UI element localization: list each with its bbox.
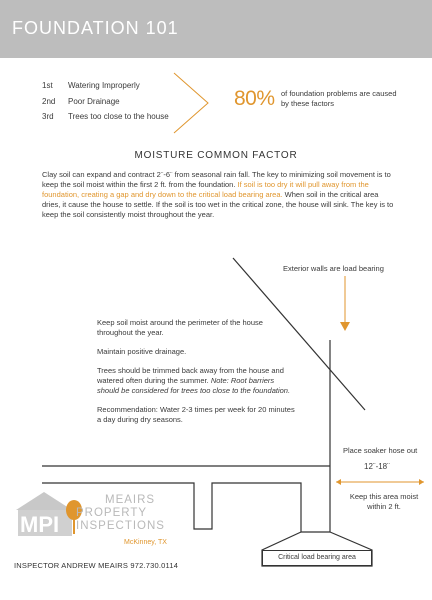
para-highlight: If soil is too dry it will pull away from the foundation, creating a gap and dry down to the critical load bearing area. <box>42 180 369 199</box>
logo-line: MEAIRS <box>105 494 156 506</box>
keep-moist-label: Keep this area moist within 2 ft. <box>349 492 419 511</box>
factor-rank: 3rd <box>42 112 54 121</box>
stat-percent: 80% <box>234 87 275 110</box>
logo-icon <box>14 488 84 538</box>
logo-line: PROPERTY <box>76 507 148 519</box>
factor-rank: 2nd <box>42 96 56 106</box>
inspector-contact: INSPECTOR ANDREW MEAIRS 972.730.0114 <box>14 561 179 570</box>
depth-label: 12¨-18¨ <box>364 462 390 471</box>
tip-item: Recommendation: Water 2-3 times per week for 20 minutes a day during dry seasons. <box>97 405 295 424</box>
para-start: Clay soil can expand and contract 2¨-6¨ from seasonal rain fall. The key to minimizing soil movement is to keep the soil moist within the first 2 ft. from the foundation. <box>42 170 391 189</box>
arrow-left-icon <box>336 479 341 485</box>
para-end: When soil in the critical area dries, it cause the house to settle. If the soil is too wet in the critical zone, the house will sink. The key is to keep the soil consistently moist throughout the year. <box>42 190 394 219</box>
factor-label: Watering Improperly <box>68 81 140 90</box>
tip-note: Note: Root barriers should be considered for trees too close to the foundation. <box>97 376 291 395</box>
critical-area-label: Critical load bearing area <box>262 550 372 566</box>
section-heading: MOISTURE COMMON FACTOR <box>134 150 298 161</box>
factor-rank: 1st <box>42 81 53 90</box>
factor-label: Poor Drainage <box>68 96 120 106</box>
page-title: FOUNDATION 101 <box>12 18 179 38</box>
stat-text: of foundation problems are caused by these factors <box>281 89 397 108</box>
tip-text: Trees should be trimmed back away from the house and watered often during the summer. <box>97 366 284 385</box>
exterior-walls-label: Exterior walls are load bearing <box>283 264 384 273</box>
tips-block <box>97 318 297 434</box>
logo-city: McKinney, TX <box>124 539 167 546</box>
tip-item: Keep soil moist around the perimeter of the house throughout the year. <box>97 318 263 337</box>
logo-monogram: MPI <box>20 512 60 537</box>
factor-label: Trees too close to the house <box>68 112 169 121</box>
soaker-hose-label: Place soaker hose out <box>343 446 418 455</box>
arrow-down-icon <box>340 322 350 331</box>
tip-item: Maintain positive drainage. <box>97 347 187 356</box>
tip-item <box>97 366 297 396</box>
arrow-right-icon <box>419 479 424 485</box>
logo-line: INSPECTIONS <box>76 520 165 532</box>
